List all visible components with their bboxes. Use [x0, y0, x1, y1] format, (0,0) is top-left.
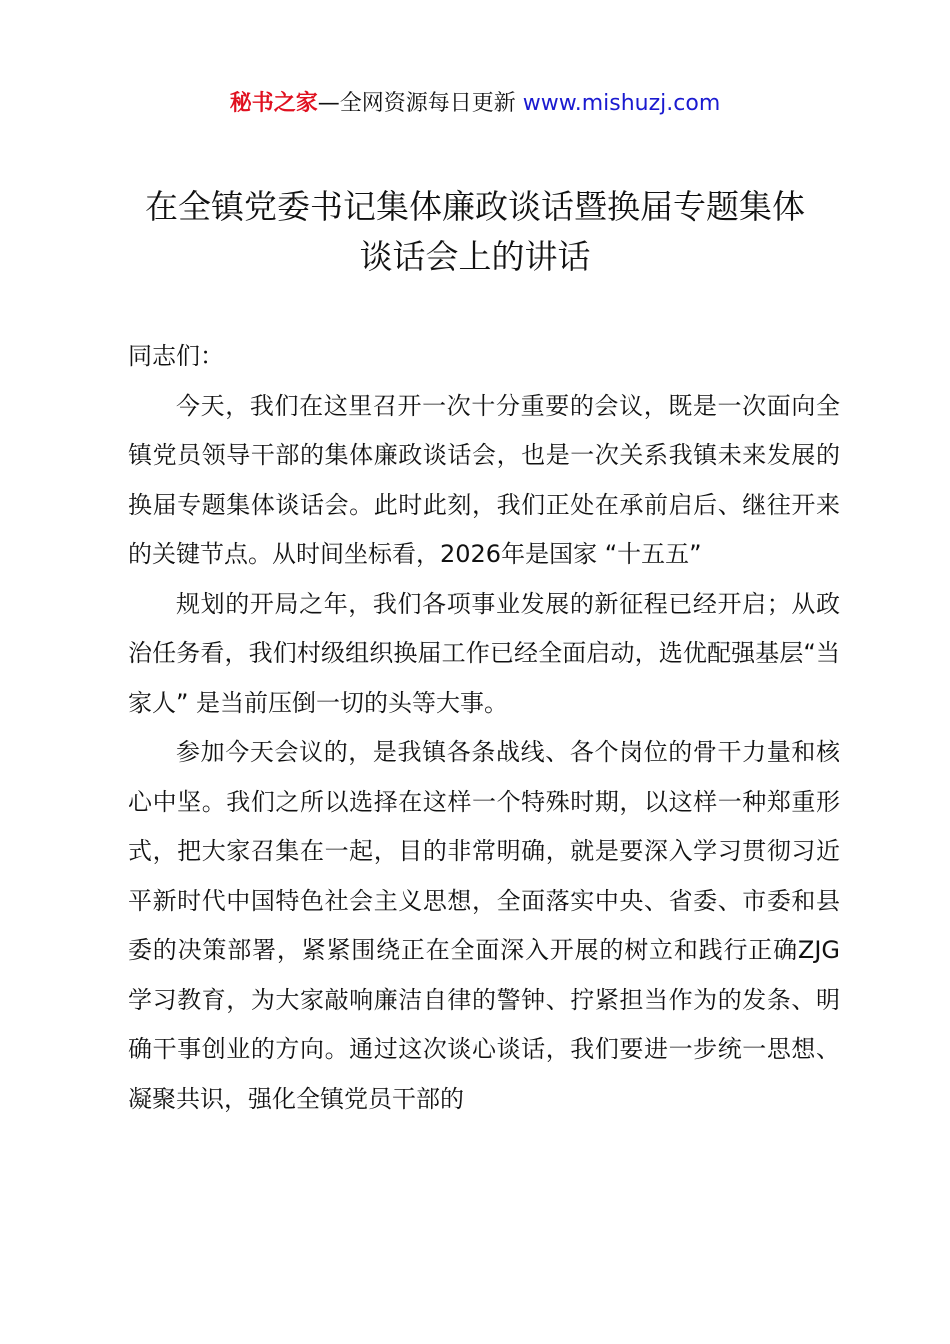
- page-title: [110, 182, 840, 282]
- title-line-1: 在全镇党委书记集体廉政谈话暨换届专题集体: [145, 187, 805, 226]
- site-url-link[interactable]: www.mishuzj.com: [522, 91, 721, 116]
- speech-body: [128, 332, 840, 1124]
- paragraph-1: 今天，我们在这里召开一次十分重要的会议，既是一次面向全镇党员领导干部的集体廉政谈话会，也是一次关系我镇未来发展的换届专题集体谈话会。此时此刻，我们正处在承前启后、继往开来的关键节点。从时间坐标看，2026年是国家 “十五五”: [128, 391, 840, 568]
- site-header: [0, 88, 950, 120]
- header-tagline: —全网资源每日更新: [317, 91, 523, 116]
- title-line-2: 谈话会上的讲话: [359, 237, 591, 276]
- salutation: 同志们：: [128, 342, 224, 370]
- paragraph-2: 规划的开局之年，我们各项事业发展的新征程已经开启；从政治任务看，我们村级组织换届工作已经全面启动，选优配强基层“当家人” 是当前压倒一切的头等大事。: [128, 589, 840, 717]
- brand-name: 秘书之家: [229, 91, 318, 116]
- paragraph-3: 参加今天会议的，是我镇各条战线、各个岗位的骨干力量和核心中坚。我们之所以选择在这样一个特殊时期，以这样一种郑重形式，把大家召集在一起，目的非常明确，就是要深入学习贯彻习近平新时代中国特色社会主义思想，全面落实中央、省委、市委和县委的决策部署，紧紧围绕正在全面深入开展的树立和践行正确ZJG学习教育，为大家敲响廉洁自律的警钟、拧紧担当作为的发条、明确干事创业的方向。通过这次谈心谈话，我们要进一步统一思想、凝聚共识，强化全镇党员干部的: [128, 738, 840, 1113]
